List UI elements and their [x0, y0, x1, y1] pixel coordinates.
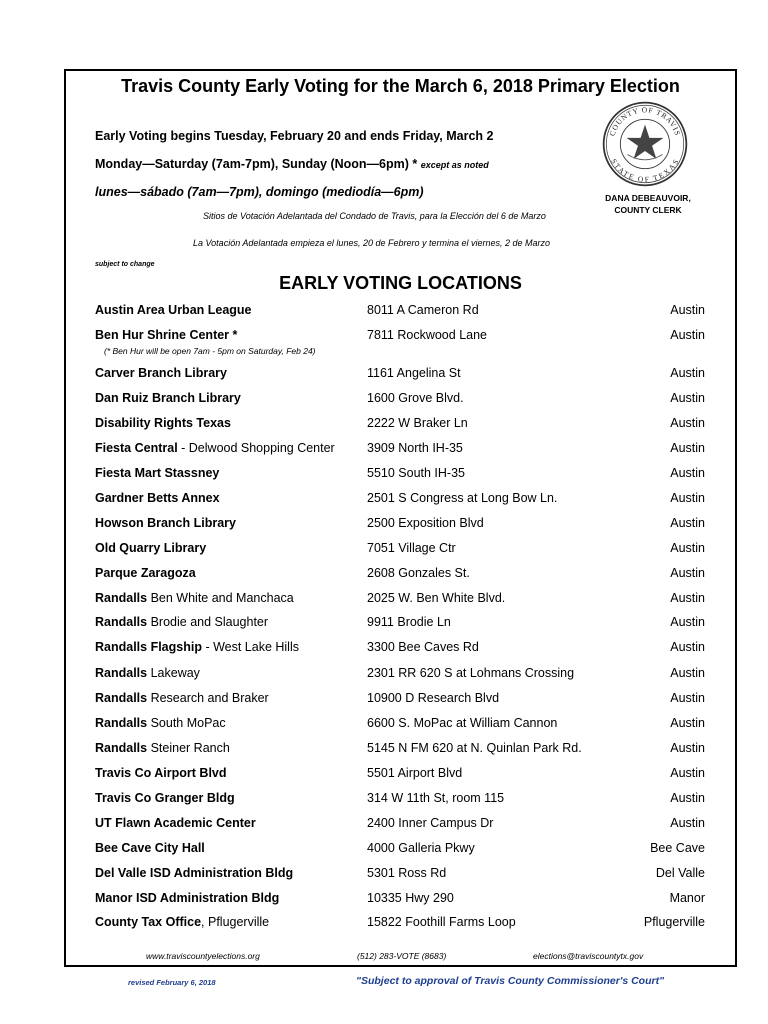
location-address: 3909 North IH-35	[367, 441, 463, 455]
location-row	[95, 766, 705, 786]
section-title: EARLY VOTING LOCATIONS	[279, 273, 522, 293]
location-address: 4000 Galleria Pkwy	[367, 841, 475, 855]
revised-date: revised February 6, 2018	[128, 978, 216, 987]
location-city: Bee Cave	[650, 841, 705, 855]
location-name	[95, 766, 227, 780]
location-row	[95, 591, 705, 611]
county-seal	[601, 100, 689, 188]
location-city: Austin	[670, 516, 705, 530]
location-row	[95, 566, 705, 586]
location-address: 1600 Grove Blvd.	[367, 391, 464, 405]
location-name-bold: Ben Hur Shrine Center *	[95, 328, 238, 342]
location-name	[95, 303, 252, 317]
location-name-bold: Disability Rights Texas	[95, 416, 231, 430]
location-name-bold: Randalls Flagship	[95, 640, 202, 654]
location-address: 5145 N FM 620 at N. Quinlan Park Rd.	[367, 741, 582, 755]
location-name-bold: Bee Cave City Hall	[95, 841, 205, 855]
location-name-bold: County Tax Office	[95, 915, 202, 929]
location-row	[95, 791, 705, 811]
ben-hur-note: (* Ben Hur will be open 7am - 5pm on Saturday, Feb 24)	[104, 346, 316, 356]
location-row	[95, 391, 705, 411]
location-city: Austin	[670, 791, 705, 805]
location-city: Austin	[670, 716, 705, 730]
location-row	[95, 716, 705, 736]
location-address: 15822 Foothill Farms Loop	[367, 915, 516, 929]
location-name-bold: Randalls	[95, 666, 148, 680]
location-address: 2301 RR 620 S at Lohmans Crossing	[367, 666, 575, 680]
location-name-bold: Austin Area Urban League	[95, 303, 252, 317]
location-city: Austin	[670, 491, 705, 505]
location-name	[95, 691, 269, 705]
location-row	[95, 328, 705, 348]
location-row	[95, 516, 705, 536]
location-city: Austin	[670, 615, 705, 629]
location-name	[95, 416, 231, 430]
clerk-name: DANA DEBEAUVOIR,	[605, 193, 691, 203]
location-name	[95, 441, 335, 455]
location-address: 3300 Bee Caves Rd	[367, 640, 479, 654]
location-name	[95, 615, 268, 629]
location-name-bold: Randalls	[95, 615, 148, 629]
seal-bottom-text: STATE OF TEXAS	[609, 157, 681, 184]
location-address: 314 W 11th St, room 115	[367, 791, 505, 805]
location-address: 2501 S Congress at Long Bow Ln.	[367, 491, 558, 505]
location-name-bold: Randalls	[95, 691, 148, 705]
voting-hours-text: Monday—Saturday (7am-7pm), Sunday (Noon—6pm) *	[95, 157, 418, 171]
location-name	[95, 741, 230, 755]
location-name	[95, 640, 299, 654]
location-city: Austin	[670, 416, 705, 430]
location-name-detail: Lakeway	[147, 666, 200, 680]
location-city: Del Valle	[655, 866, 705, 880]
location-row	[95, 441, 705, 461]
location-row	[95, 303, 705, 323]
location-name-bold: Carver Branch Library	[95, 366, 228, 380]
location-name	[95, 566, 196, 580]
location-address: 10900 D Research Blvd	[367, 691, 500, 705]
location-address: 10335 Hwy 290	[367, 891, 454, 905]
location-address: 2025 W. Ben White Blvd.	[367, 591, 506, 605]
location-name	[95, 366, 227, 380]
seal-top-text: COUNTY OF TRAVIS	[607, 105, 683, 138]
location-city: Austin	[670, 566, 705, 580]
location-address: 5510 South IH-35	[367, 466, 465, 480]
voting-hours-note: except as noted	[420, 160, 489, 170]
location-name-detail: - West Lake Hills	[201, 640, 299, 654]
location-city: Manor	[669, 891, 705, 905]
location-row	[95, 741, 705, 761]
page-title: Travis County Early Voting for the March 6, 2018 Primary Election	[121, 76, 680, 96]
location-name-detail: Steiner Ranch	[147, 741, 230, 755]
location-name	[95, 915, 269, 929]
location-name-bold: Randalls	[95, 716, 148, 730]
location-address: 2608 Gonzales St.	[367, 566, 470, 580]
location-name-bold: Randalls	[95, 741, 148, 755]
location-city: Austin	[670, 366, 705, 380]
location-row	[95, 466, 705, 486]
location-row	[95, 615, 705, 635]
location-name	[95, 516, 236, 530]
location-row	[95, 841, 705, 861]
approval-note: "Subject to approval of Travis County Commissioner's Court"	[356, 975, 665, 987]
early-voting-dates: Early Voting begins Tuesday, February 20 and ends Friday, March 2	[95, 129, 494, 143]
location-address: 6600 S. MoPac at William Cannon	[367, 716, 558, 730]
location-name-detail: Ben White and Manchaca	[147, 591, 294, 605]
clerk-title: COUNTY CLERK	[614, 205, 682, 215]
location-name	[95, 328, 237, 342]
location-name	[95, 541, 206, 555]
location-name	[95, 841, 205, 855]
subject-to-change: subject to change	[95, 261, 155, 268]
location-address: 9911 Brodie Ln	[367, 615, 451, 629]
location-name-bold: Travis Co Granger Bldg	[95, 791, 235, 805]
location-city: Austin	[670, 328, 705, 342]
location-name	[95, 666, 200, 680]
location-name-detail: Brodie and Slaughter	[147, 615, 269, 629]
location-name	[95, 491, 220, 505]
voting-hours	[95, 157, 489, 171]
location-row	[95, 691, 705, 711]
location-name-bold: Dan Ruiz Branch Library	[95, 391, 241, 405]
location-address: 2400 Inner Campus Dr	[367, 816, 494, 830]
location-name-detail: , Pflugerville	[201, 915, 270, 929]
location-name	[95, 866, 293, 880]
location-city: Austin	[670, 391, 705, 405]
location-name	[95, 891, 279, 905]
location-city: Austin	[670, 541, 705, 555]
location-city: Austin	[670, 691, 705, 705]
location-address: 5501 Airport Blvd	[367, 766, 463, 780]
location-address: 2500 Exposition Blvd	[367, 516, 484, 530]
location-row	[95, 866, 705, 886]
location-name-detail: Research and Braker	[147, 691, 269, 705]
location-name-bold: Howson Branch Library	[95, 516, 236, 530]
spanish-locations-note: Sitios de Votación Adelantada del Condado de Travis, para la Elección del 6 de Marzo	[203, 211, 546, 221]
location-name-bold: Fiesta Central	[95, 441, 178, 455]
location-name-bold: Manor ISD Administration Bldg	[95, 891, 280, 905]
location-name-bold: Travis Co Airport Blvd	[95, 766, 227, 780]
location-city: Austin	[670, 816, 705, 830]
location-address: 2222 W Braker Ln	[367, 416, 468, 430]
location-address: 5301 Ross Rd	[367, 866, 447, 880]
location-name-bold: Fiesta Mart Stassney	[95, 466, 220, 480]
location-name	[95, 591, 294, 605]
location-name-bold: Old Quarry Library	[95, 541, 207, 555]
location-city: Austin	[670, 640, 705, 654]
location-address: 7051 Village Ctr	[367, 541, 456, 555]
footer-phone: (512) 283-VOTE (8683)	[357, 951, 447, 961]
spanish-dates-note: La Votación Adelantada empieza el lunes, 20 de Febrero y termina el viernes, 2 de Marzo	[193, 238, 551, 248]
location-row	[95, 416, 705, 436]
location-name-bold: Gardner Betts Annex	[95, 491, 220, 505]
location-name	[95, 791, 235, 805]
location-city: Austin	[670, 441, 705, 455]
location-name	[95, 391, 241, 405]
location-name-bold: UT Flawn Academic Center	[95, 816, 256, 830]
location-address: 7811 Rockwood Lane	[367, 328, 487, 342]
location-row	[95, 491, 705, 511]
location-row	[95, 891, 705, 911]
location-city: Pflugerville	[643, 915, 705, 929]
location-address: 8011 A Cameron Rd	[367, 303, 479, 317]
location-row	[95, 816, 705, 836]
location-name-bold: Randalls	[95, 591, 148, 605]
location-city: Austin	[670, 303, 705, 317]
location-name-detail: South MoPac	[147, 716, 226, 730]
location-city: Austin	[670, 466, 705, 480]
location-name	[95, 816, 256, 830]
location-row	[95, 915, 705, 935]
footer-website: www.traviscountyelections.org	[146, 951, 260, 961]
location-city: Austin	[670, 766, 705, 780]
location-row	[95, 366, 705, 386]
location-name-bold: Del Valle ISD Administration Bldg	[95, 866, 294, 880]
location-name-detail: - Delwood Shopping Center	[177, 441, 335, 455]
footer-email: elections@traviscountytx.gov	[533, 951, 644, 961]
location-city: Austin	[670, 591, 705, 605]
location-name	[95, 716, 226, 730]
location-city: Austin	[670, 666, 705, 680]
voting-hours-spanish: lunes—sábado (7am—7pm), domingo (mediodía—6pm)	[95, 185, 424, 199]
location-row	[95, 541, 705, 561]
county-clerk	[596, 192, 700, 216]
location-name	[95, 466, 219, 480]
location-row	[95, 640, 705, 660]
location-address: 1161 Angelina St	[367, 366, 461, 380]
location-row	[95, 666, 705, 686]
location-name-bold: Parque Zaragoza	[95, 566, 196, 580]
location-city: Austin	[670, 741, 705, 755]
